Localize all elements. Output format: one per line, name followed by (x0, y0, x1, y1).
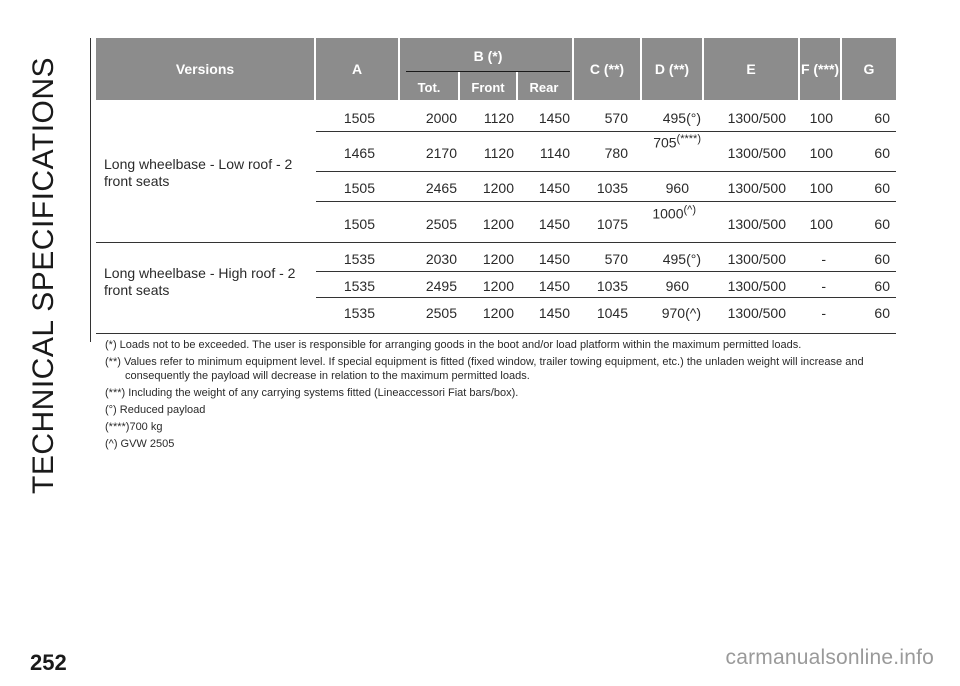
cell-front: 1200 (482, 305, 514, 321)
header-d: D (**) (654, 61, 690, 77)
header-e: E (746, 61, 756, 77)
header-a: A (351, 61, 363, 77)
cell-d: 705(****) (653, 133, 701, 151)
cell-d: 495(°) (662, 251, 701, 267)
footnote: (**) Values refer to minimum equipment level. If special equipment is fitted (fixed window, trailer towing equipment, etc.) the unladen weight will increase and consequently the payload will decrease in relation to the maximum permitted loads. (105, 356, 864, 382)
footnotes (105, 338, 895, 454)
version-label-low-roof: Long wheelbase - Low roof - 2 front seats (104, 156, 293, 189)
cell-f: - (821, 305, 826, 321)
cell-rear: 1450 (538, 305, 570, 321)
cell-c: 1035 (596, 180, 628, 196)
cell-e: 1300/500 (727, 305, 786, 321)
cell-tot: 2030 (425, 251, 457, 267)
cell-front: 1120 (483, 110, 514, 126)
cell-e: 1300/500 (727, 216, 786, 232)
footnote: (***) Including the weight of any carrying systems fitted (Lineaccessori Fiat bars/box). (105, 387, 519, 399)
cell-tot: 2465 (425, 180, 457, 196)
cell-rear: 1450 (538, 110, 570, 126)
cell-g: 60 (874, 251, 890, 267)
row-divider (316, 271, 896, 272)
cell-a: 1535 (343, 278, 375, 294)
header-b-tot: Tot. (417, 79, 441, 95)
cell-tot: 2170 (425, 145, 457, 161)
cell-a: 1465 (343, 145, 375, 161)
cell-a: 1535 (343, 305, 375, 321)
cell-e: 1300/500 (727, 278, 786, 294)
row-divider (316, 297, 896, 298)
cell-a: 1535 (343, 251, 375, 267)
cell-f: - (821, 278, 826, 294)
table-bottom-rule (96, 333, 896, 334)
row-divider (316, 131, 896, 132)
cell-front: 1200 (482, 278, 514, 294)
cell-front: 1200 (482, 180, 514, 196)
section-title: TECHNICAL SPECIFICATIONS (27, 56, 60, 494)
cell-g: 60 (874, 145, 890, 161)
cell-d: 1000(^) (652, 204, 696, 222)
cell-g: 60 (874, 180, 890, 196)
cell-g: 60 (874, 216, 890, 232)
header-b-front: Front (471, 79, 505, 95)
cell-e: 1300/500 (727, 145, 786, 161)
header-g: G (863, 61, 875, 77)
table-header (96, 38, 896, 100)
cell-e: 1300/500 (727, 251, 786, 267)
cell-c: 1035 (596, 278, 628, 294)
cell-d: 970(^) (661, 305, 701, 321)
cell-rear: 1450 (538, 180, 570, 196)
cell-d: 495(°) (662, 110, 701, 126)
header-b: B (*) (473, 48, 503, 64)
cell-c: 570 (604, 110, 628, 126)
header-versions: Versions (175, 61, 235, 77)
cell-f: 100 (809, 216, 833, 232)
cell-g: 60 (874, 305, 890, 321)
cell-g: 60 (874, 110, 890, 126)
cell-g: 60 (874, 278, 890, 294)
cell-tot: 2505 (425, 305, 457, 321)
cell-d: 960 (665, 180, 689, 196)
watermark: carmanualsonline.info (725, 646, 934, 669)
cell-d: 960 (665, 278, 689, 294)
cell-f: - (821, 251, 826, 267)
row-divider (316, 201, 896, 202)
cell-a: 1505 (343, 110, 375, 126)
footnote: (^) GVW 2505 (105, 438, 175, 450)
footnote: (°) Reduced payload (105, 404, 206, 416)
cell-rear: 1450 (538, 251, 570, 267)
version-label-high-roof: Long wheelbase - High roof - 2 front seats (104, 265, 296, 298)
cell-f: 100 (809, 180, 833, 196)
cell-rear: 1450 (538, 278, 570, 294)
cell-c: 1045 (596, 305, 628, 321)
cell-tot: 2505 (425, 216, 457, 232)
cell-a: 1505 (343, 180, 375, 196)
section-rule (90, 38, 91, 342)
cell-c: 570 (604, 251, 628, 267)
cell-tot: 2495 (425, 278, 457, 294)
footnote: (****)700 kg (105, 421, 163, 433)
cell-c: 1075 (596, 216, 628, 232)
group-divider (96, 242, 896, 243)
cell-a: 1505 (343, 216, 375, 232)
cell-rear: 1450 (538, 216, 570, 232)
header-b-rear: Rear (529, 79, 559, 95)
header-f: F (***) (800, 61, 840, 77)
cell-rear: 1140 (539, 145, 570, 161)
cell-f: 100 (809, 145, 833, 161)
page-number: 252 (30, 650, 67, 675)
cell-e: 1300/500 (727, 110, 786, 126)
cell-tot: 2000 (425, 110, 457, 126)
cell-front: 1200 (482, 216, 514, 232)
header-b-rule (406, 71, 570, 72)
cell-front: 1200 (482, 251, 514, 267)
footnote: (*) Loads not to be exceeded. The user is responsible for arranging goods in the boot and/or load platform within the maximum permitted loads. (105, 339, 802, 351)
cell-e: 1300/500 (727, 180, 786, 196)
row-divider (316, 171, 896, 172)
header-c: C (**) (589, 61, 625, 77)
cell-front: 1120 (483, 145, 514, 161)
cell-c: 780 (604, 145, 628, 161)
cell-f: 100 (809, 110, 833, 126)
